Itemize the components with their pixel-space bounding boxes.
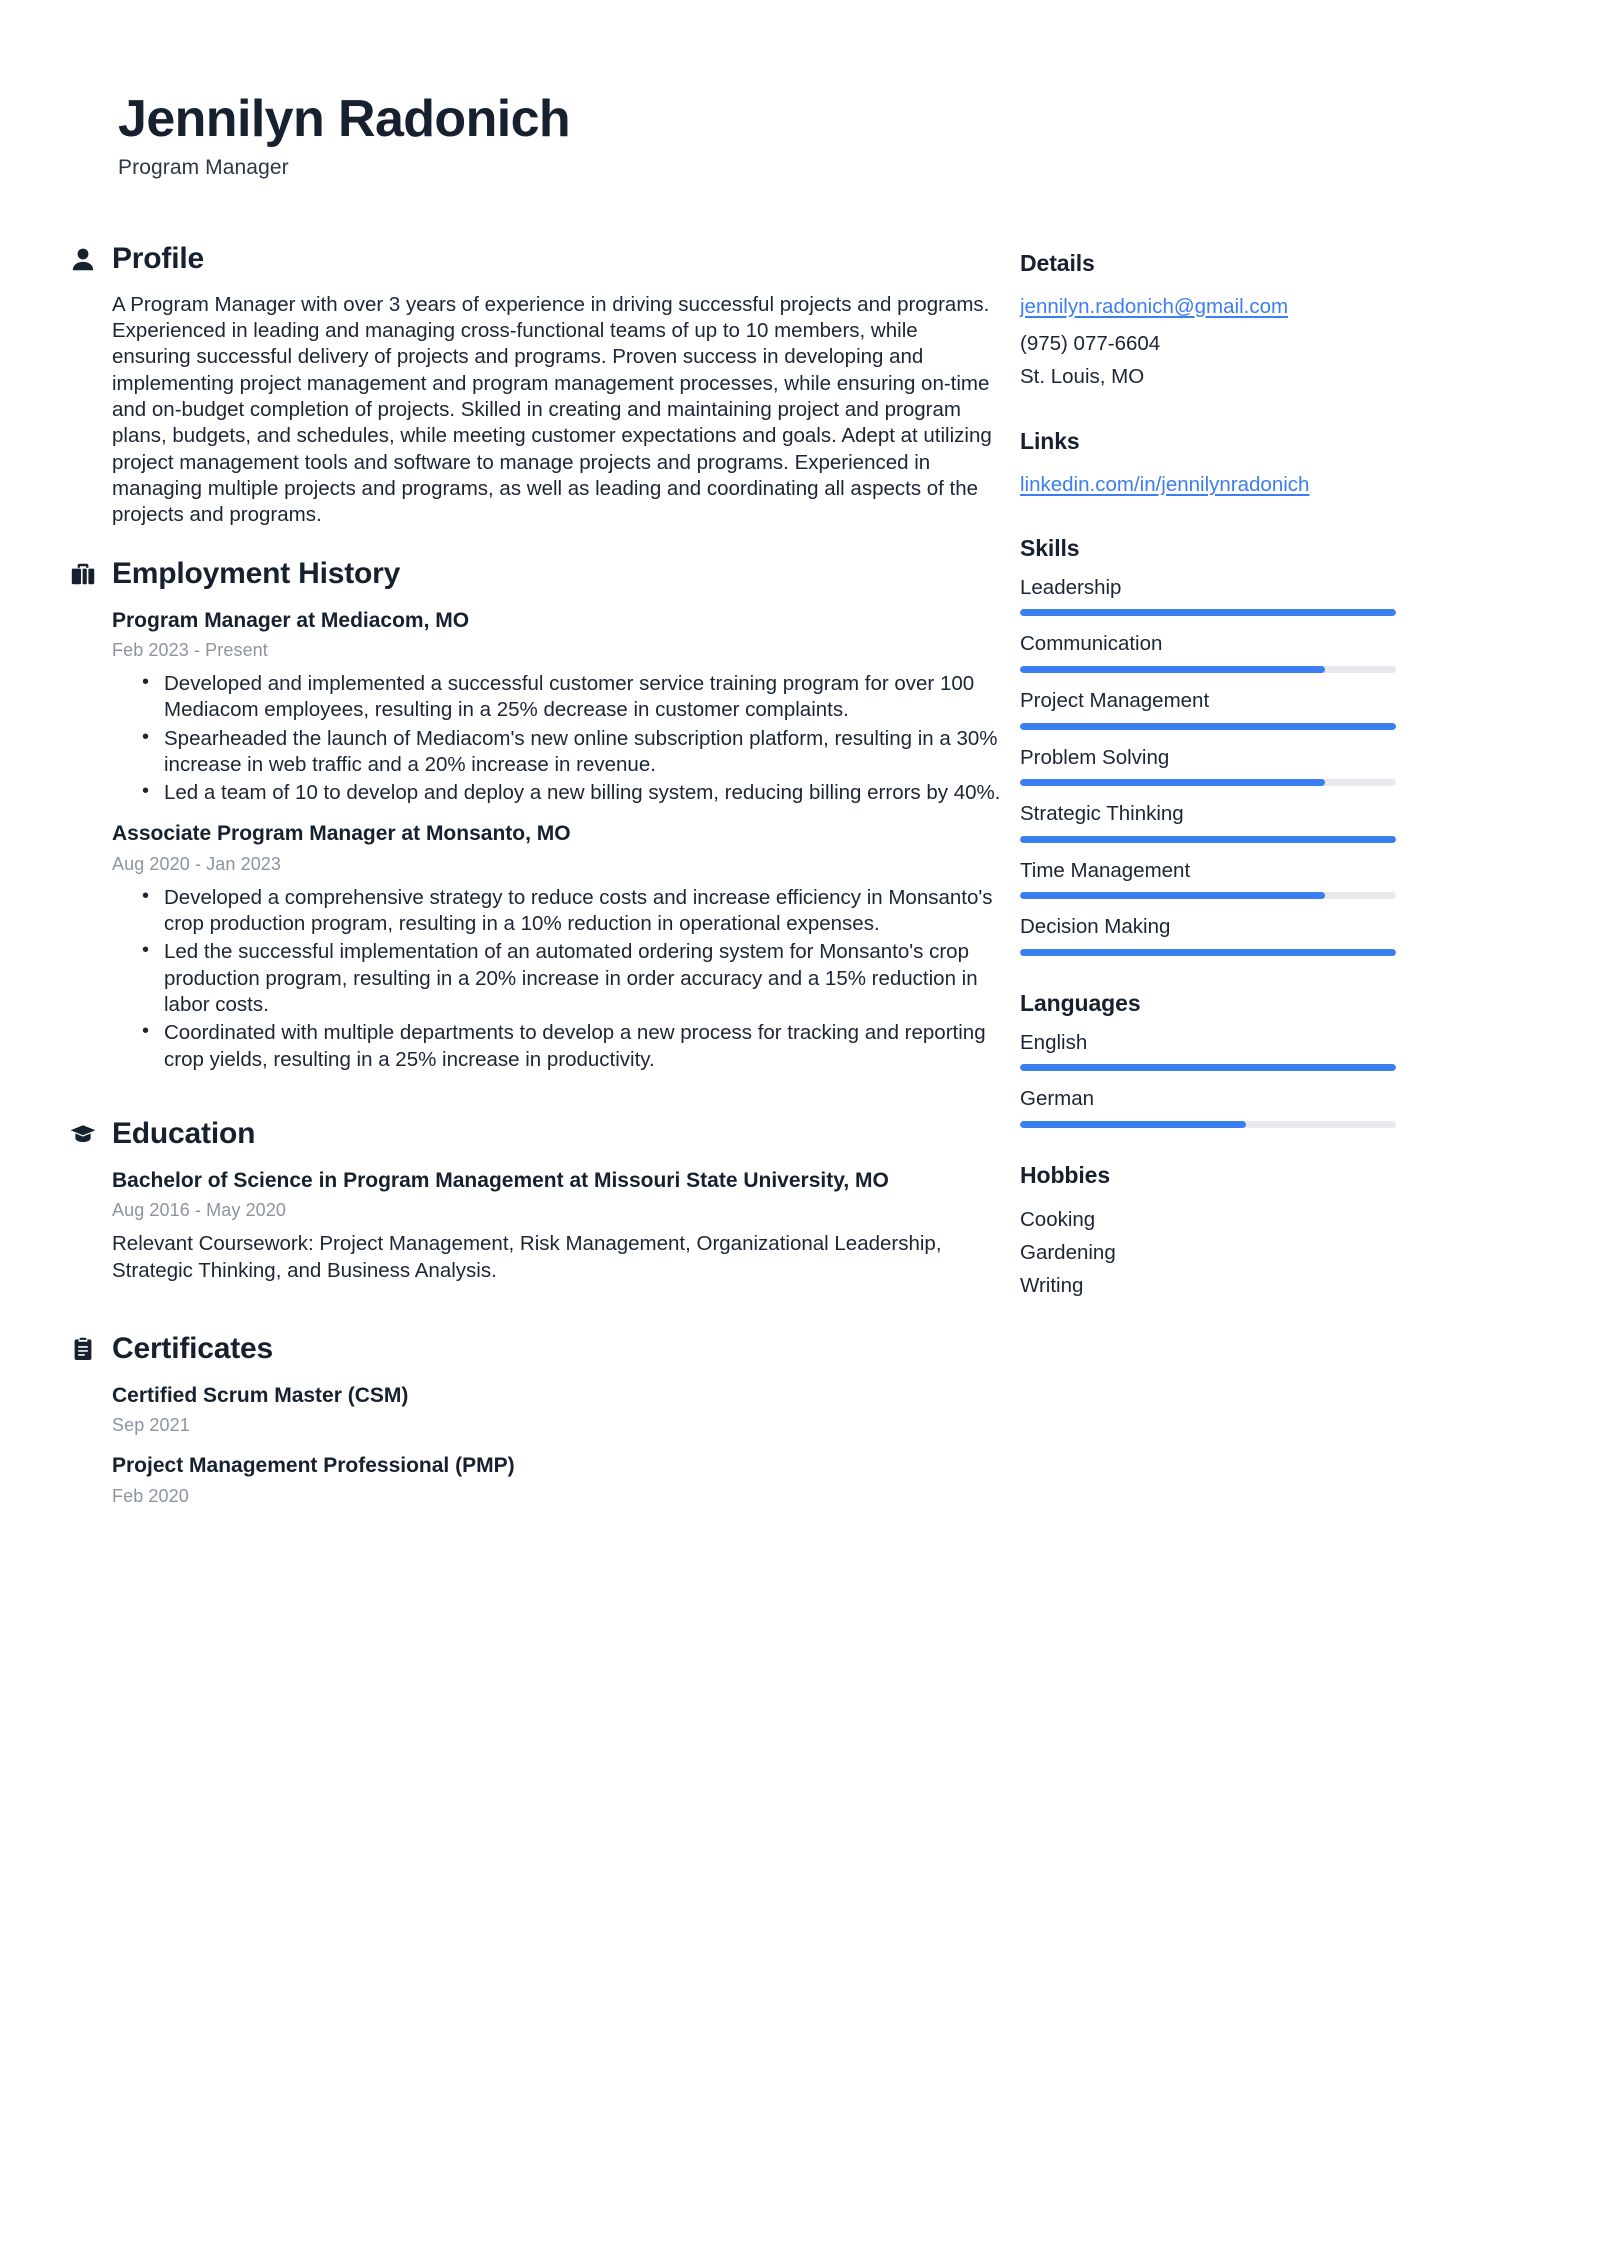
certificate-entry-title: Project Management Professional (PMP)	[112, 1454, 515, 1478]
certificate-entry-date: Sep 2021	[112, 1415, 190, 1436]
language-label: German	[1020, 1087, 1095, 1111]
language-rating-fill	[1020, 1064, 1396, 1071]
certificates-heading-row	[70, 1332, 1010, 1366]
languages-heading: Languages	[1020, 989, 1141, 1016]
sidebar-section-skills	[1020, 535, 1480, 956]
phone-number: (975) 077-6604	[1020, 332, 1161, 356]
skill-rating-fill	[1020, 949, 1396, 956]
certificates-body	[70, 1382, 1010, 1507]
skill-rating-fill	[1020, 609, 1396, 616]
certificates-heading: Certificates	[112, 1332, 274, 1366]
sidebar-section-hobbies	[1020, 1162, 1480, 1303]
graduation-cap-icon	[70, 1119, 96, 1149]
employment-entry	[112, 607, 1010, 807]
education-heading: Education	[112, 1117, 256, 1151]
main-column	[0, 180, 1010, 1517]
section-employment	[70, 557, 1010, 1074]
list-item: • Coordinated with multiple departments to develop a new process for tracking and reporting crop yields, resulting in a 25% increase in productivity.	[142, 1020, 1002, 1073]
language-item	[1020, 1031, 1480, 1072]
skill-label: Strategic Thinking	[1020, 802, 1184, 826]
skill-label: Leadership	[1020, 575, 1122, 599]
user-icon	[70, 244, 96, 274]
section-education	[70, 1117, 1010, 1284]
hobby-item: Gardening	[1020, 1241, 1116, 1265]
location-text: St. Louis, MO	[1020, 365, 1145, 389]
hobby-item: Writing	[1020, 1274, 1084, 1298]
skill-item	[1020, 859, 1480, 900]
employment-entry-title: Associate Program Manager at Monsanto, MO	[112, 822, 571, 846]
language-label: English	[1020, 1030, 1088, 1054]
skills-heading: Skills	[1020, 534, 1080, 561]
sidebar-section-links	[1020, 428, 1480, 501]
profile-text: A Program Manager with over 3 years of experience in driving successful projects and programs. Experienced in leading and managing cross-functional teams of up to 10 members, while ensuring successful delivery of projects and programs. Proven success in developing and implementing project management and program management processes, while ensuring on-time and on-budget completion of projects. Skilled in creating and maintaining project and program plans, budgets, and schedules, while meeting customer expectations and goals. Adept at utilizing project management tools and software to manage projects and programs. Experienced in managing multiple projects and programs, as well as leading and coordinating all aspects of the projects and programs.	[112, 292, 992, 527]
employment-entry-bullets	[112, 671, 1010, 807]
skill-rating-bar	[1020, 779, 1396, 786]
section-profile	[70, 242, 1010, 529]
language-item	[1020, 1087, 1480, 1128]
list-item: • Led the successful implementation of an automated ordering system for Monsanto's crop production program, resulting in a 20% increase in order accuracy and a 15% reduction in labor costs.	[142, 939, 1002, 1018]
list-item: • Led a team of 10 to develop and deploy a new billing system, reducing billing errors by 40%.	[142, 780, 1002, 806]
skill-label: Time Management	[1020, 858, 1191, 882]
skill-item	[1020, 802, 1480, 843]
skill-rating-bar	[1020, 666, 1396, 673]
certificate-entry-title: Certified Scrum Master (CSM)	[112, 1384, 409, 1408]
email-link[interactable]: jennilyn.radonich@gmail.com	[1020, 294, 1289, 318]
skill-label: Decision Making	[1020, 915, 1171, 939]
skill-rating-fill	[1020, 779, 1325, 786]
candidate-name: Jennilyn Radonich	[118, 90, 571, 148]
resume-columns	[0, 180, 1600, 1517]
education-entry	[112, 1167, 1010, 1284]
employment-entry	[112, 820, 1010, 1073]
briefcase-icon	[70, 559, 96, 589]
employment-entry-title: Program Manager at Mediacom, MO	[112, 608, 470, 632]
profile-heading-row	[70, 242, 1010, 276]
education-entry-title: Bachelor of Science in Program Management at Missouri State University, MO	[112, 1169, 889, 1193]
details-heading: Details	[1020, 249, 1095, 276]
sidebar-section-languages	[1020, 990, 1480, 1128]
employment-heading-row	[70, 557, 1010, 591]
skill-rating-bar	[1020, 949, 1396, 956]
employment-heading: Employment History	[112, 556, 401, 590]
skill-rating-bar	[1020, 609, 1396, 616]
skill-rating-bar	[1020, 836, 1396, 843]
skill-rating-fill	[1020, 892, 1325, 899]
profile-body	[70, 292, 1010, 529]
profile-heading: Profile	[112, 241, 204, 275]
skill-rating-fill	[1020, 666, 1325, 673]
hobbies-heading: Hobbies	[1020, 1162, 1111, 1189]
employment-entry-date: Feb 2023 - Present	[112, 639, 268, 660]
education-heading-row	[70, 1117, 1010, 1151]
resume-header	[0, 0, 1600, 180]
employment-entry-bullets	[112, 885, 1010, 1073]
education-entry-description: Relevant Coursework: Project Management, Risk Management, Organizational Leadership, Strategic Thinking, and Business Analysis.	[112, 1232, 942, 1282]
skill-rating-bar	[1020, 723, 1396, 730]
certificate-entry-date: Feb 2020	[112, 1485, 189, 1506]
list-item: • Spearheaded the launch of Mediacom's new online subscription platform, resulting in a 30% increase in web traffic and a 20% increase in revenue.	[142, 726, 1002, 779]
clipboard-icon	[70, 1334, 96, 1364]
skill-label: Problem Solving	[1020, 745, 1170, 769]
employment-body	[70, 607, 1010, 1074]
education-entry-date: Aug 2016 - May 2020	[112, 1200, 287, 1221]
hobby-item: Cooking	[1020, 1208, 1096, 1232]
certificate-entry	[112, 1452, 1010, 1506]
education-body	[70, 1167, 1010, 1284]
skill-item	[1020, 576, 1480, 617]
skill-rating-fill	[1020, 836, 1396, 843]
language-rating-bar	[1020, 1121, 1396, 1128]
skill-label: Communication	[1020, 632, 1163, 656]
candidate-job-title: Program Manager	[118, 155, 289, 179]
sidebar-section-details	[1020, 250, 1480, 394]
skill-item	[1020, 632, 1480, 673]
skill-item	[1020, 689, 1480, 730]
links-heading: Links	[1020, 427, 1080, 454]
section-certificates	[70, 1332, 1010, 1507]
employment-entry-date: Aug 2020 - Jan 2023	[112, 853, 282, 874]
sidebar-column	[1010, 180, 1570, 1337]
list-item: • Developed a comprehensive strategy to reduce costs and increase efficiency in Monsanto's crop production program, resulting in a 10% reduction in operational expenses.	[142, 885, 1002, 938]
language-rating-bar	[1020, 1064, 1396, 1071]
skill-rating-fill	[1020, 723, 1396, 730]
skill-label: Project Management	[1020, 688, 1210, 712]
skill-item	[1020, 746, 1480, 787]
language-rating-fill	[1020, 1121, 1246, 1128]
skill-item	[1020, 915, 1480, 956]
skill-rating-bar	[1020, 892, 1396, 899]
certificate-entry	[112, 1382, 1010, 1436]
list-item: • Developed and implemented a successful customer service training program for over 100 Mediacom employees, resulting in a 25% decrease in customer complaints.	[142, 671, 1002, 724]
linkedin-link[interactable]: linkedin.com/in/jennilynradonich	[1020, 472, 1310, 496]
